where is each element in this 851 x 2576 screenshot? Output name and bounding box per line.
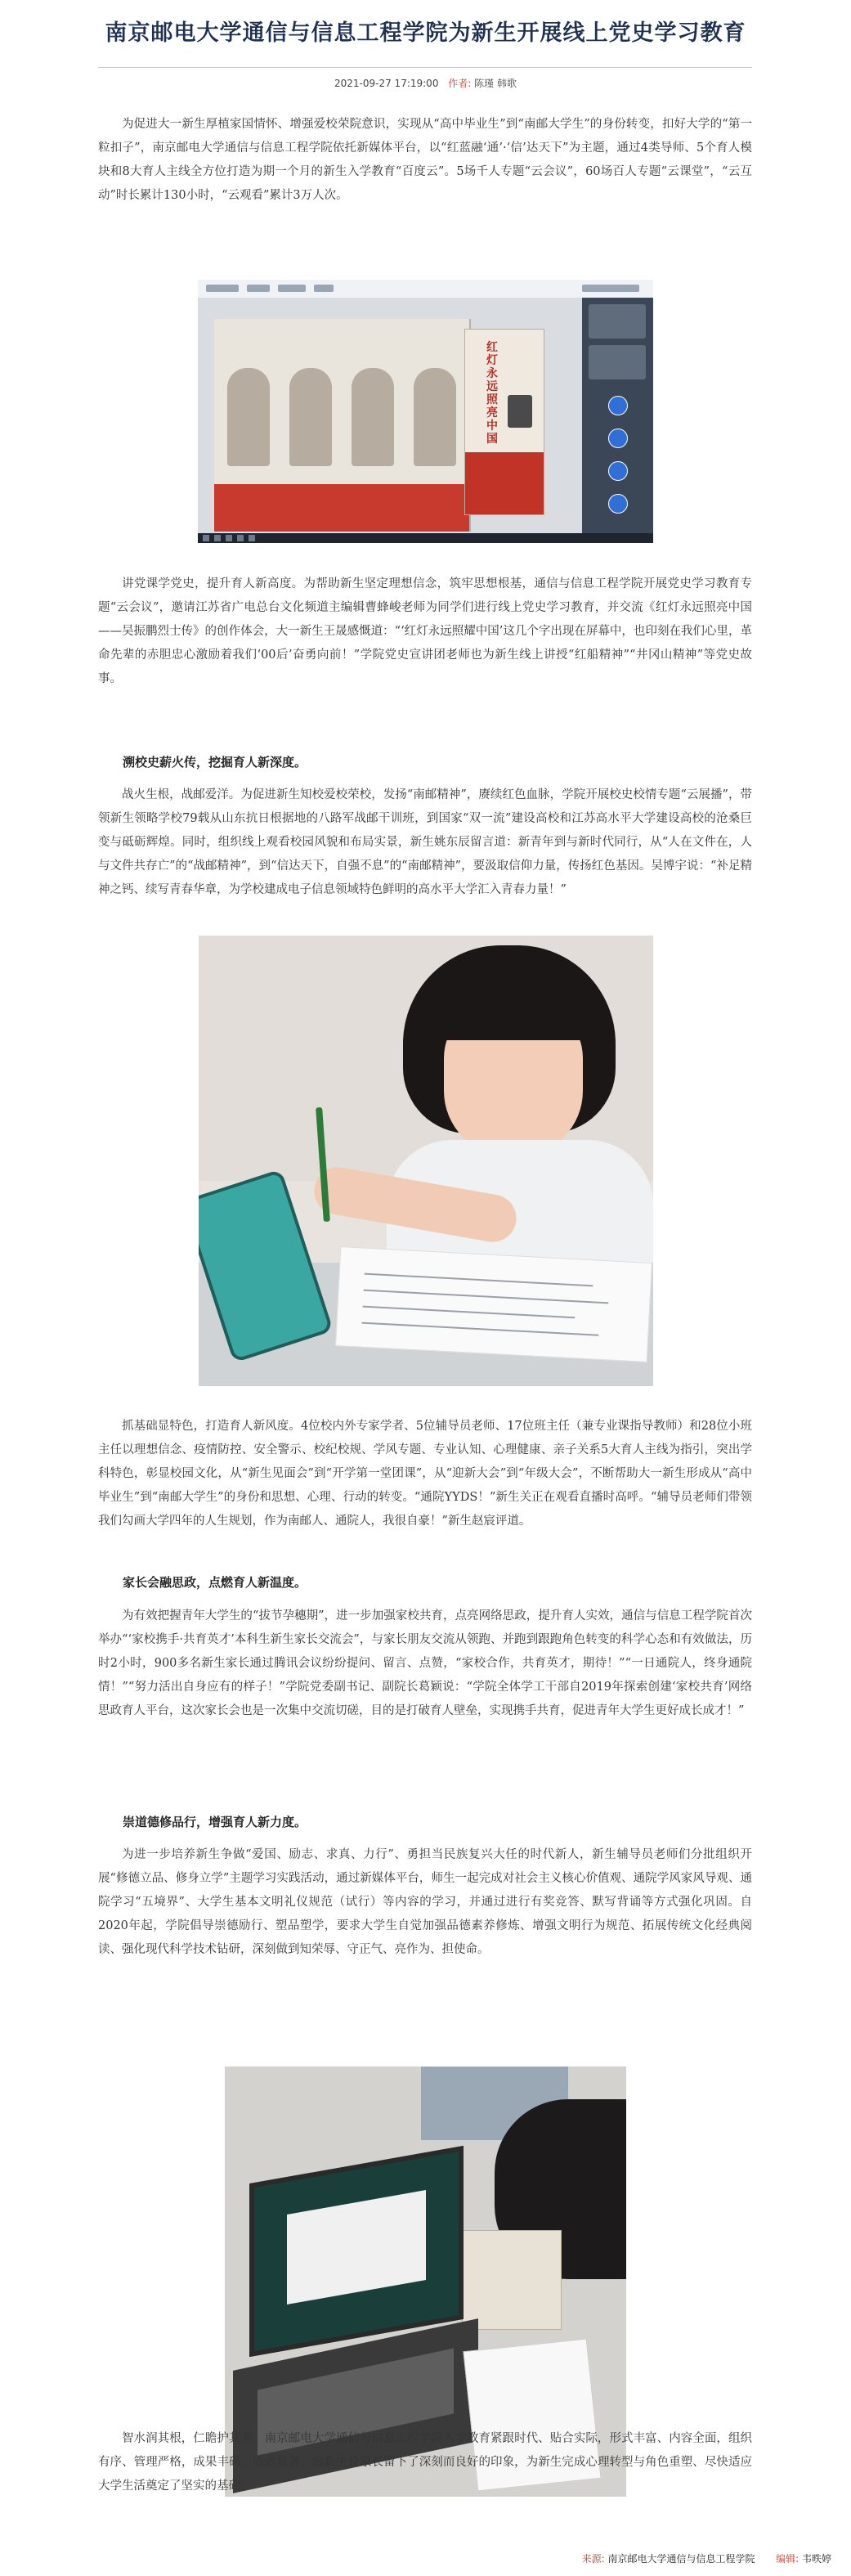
title-divider	[98, 67, 752, 68]
shared-screen-stage	[198, 298, 582, 533]
editor-name: 韦昳婷	[801, 2553, 831, 2565]
paragraph-morality: 为进一步培养新生争做“爱国、励志、求真、力行”、勇担当民族复兴大任的时代新人，新生辅导员老师们分批组织开展“修德立品、修身立学”主题学习实践活动，通过新媒体平台，师生一起完成对社会主义核心价值观、通院学风家风导观、通院学习“五境界”、大学生基本文明礼仪规范（试行）等内容的学习，并通过进行有奖竞答、默写背诵等方式强化巩固。自2020年起，学院倡导崇德励行、塑品塑学，要求大学生自觉加强品德素养修炼、增强文明行为规范、拓展传统文化经典阅读、强化现代科学技术钻研，深刻做到知荣辱、守正气、亮作为、担使命。	[98, 1848, 752, 1956]
publish-date: 2021-09-27 17:19:00	[334, 78, 439, 89]
os-taskbar	[198, 533, 653, 543]
section-heading-school-history: 溯校史薪火传，挖掘育人新深度。	[123, 755, 307, 770]
author-name: 陈瑾 韩歌	[474, 78, 517, 89]
figure-online-lecture-screenshot	[198, 280, 653, 543]
meeting-toolbar	[198, 280, 653, 298]
article-meta	[0, 76, 851, 90]
source-name: 南京邮电大学通信与信息工程学院	[607, 2553, 755, 2565]
paragraph-party-history: 讲党课学党史，提升育人新高度。为帮助新生坚定理想信念，筑牢思想根基，通信与信息工程学院开展党史学习教育专题“云会议”，邀请江苏省广电总台文化频道主编辑曹蜂峻老师为同学们进行线上党史学习教育，并交流《红灯永远照亮中国——吴振鹏烈士传》的创作体会，大一新生王晟感慨道：“‘红灯永远照耀中国’这几个字出现在屏幕中，也印刻在我们心里，革命先辈的赤胆忠心激励着我们‘00后’奋勇向前！”学院党史宣讲团老师也为新生线上讲授“红船精神”“井冈山精神”等党史故事。	[98, 577, 752, 685]
author-label: 作者:	[448, 78, 472, 89]
article-title: 南京邮电大学通信与信息工程学院为新生开展线上党史学习教育	[105, 20, 746, 46]
section-heading-morality: 崇道德修品行，增强育人新力度。	[123, 1815, 307, 1829]
paragraph-foundation: 抓基础显特色，打造育人新风度。4位校内外专家学者、5位辅导员老师、17位班主任（兼专业课指导教师）和28位小班主任以理想信念、疫情防控、安全警示、校纪校规、学风专题、专业认知、心理健康、亲子关系5大育人主线为指引，突出学科特色，彰显校园文化，从“新生见面会”到“开学第一堂团课”，从“迎新大会”到“年级大会”，不断帮助大一新生形成从“高中毕业生”到“南邮大学生”的身份和思想、心理、行动的转变。“通院YYDS！”新生关正在观看直播时高呼。“辅导员老师们带领我们勾画大学四年的人生规划，作为南邮人、通院人，我很自豪！”新生赵宸评道。	[98, 1420, 752, 1528]
editor-label: 编辑:	[776, 2553, 799, 2565]
figure-student-studying-phone	[199, 936, 653, 1386]
section-heading-parents-meeting: 家长会融思政，点燃育人新温度。	[123, 1575, 307, 1590]
article-footer	[582, 2551, 831, 2565]
paragraph-conclusion: 智水润其根，仁瞻护其芳。南京邮电大学通信与信息工程学院入学教育紧跟时代、贴合实际，形式丰富、内容全面，组织有序、管理严格，成果丰硕、成效显著，给新生及家长留下了深刻而良好的印象，为新生完成心理转型与角色重塑、尽快适应大学生活奠定了坚实的基础。	[98, 2432, 752, 2493]
source-label: 来源:	[581, 2553, 605, 2565]
paragraph-school-history: 战火生根，战邮爱洋。为促进新生知校爱校荣校，发扬“南邮精神”，赓续红色血脉，学院开展校史校情专题“云展播”，带领新生领略学校79载从山东抗日根据地的八路军战邮干训班，到国家“双一流”建设高校和江苏高水平大学建设高校的沧桑巨变与砥砺辉煌。同时，组织线上观看校园风貌和布局实景，新生姚东辰留言道：新青年到与新时代同行，从“人在文件在，人与文件共存亡”的“战邮精神”，到“信达天下，自强不息”的“南邮精神”，要汲取信仰力量，传扬红色基因。吴博宇说：“补足精神之钙、续写青春华章，为学校建成电子信息领域特色鲜明的高水平大学汇入青春力量！”	[98, 788, 752, 896]
book-cover	[464, 329, 544, 515]
paragraph-intro: 为促进大一新生厚植家国情怀、增强爱校荣院意识，实现从“高中毕业生”到“南邮大学生”的身份转变，扣好大学的“第一粒扣子”，南京邮电大学通信与信息工程学院依托新媒体平台，以“红蓝融‘通’·‘信’达天下”为主题，通过4类导师、5个育人模块和8大育人主线全方位打造为期一个月的新生入学教育“百度云”。5场千人专题“云会议”，60场百人专题“云课堂”，“云互动”时长累计130小时，“云观看”累计3万人次。	[98, 118, 752, 202]
participant-panel	[582, 298, 653, 533]
book-title: 红灯永远照亮中国	[486, 341, 498, 446]
paragraph-parents-meeting: 为有效把握青年大学生的“拔节孕穗期”，进一步加强家校共育，点亮网络思政，提升育人实效，通信与信息工程学院首次举办“‘家校携手·共育英才’本科生新生家长交流会”，与家长朋友交流从领跑、并跑到跟跑角色转变的科学心态和有效做法，历时2小时，900多名新生家长通过腾讯会议纷纷提问、留言、点赞，“家校合作，共育英才，期待！”“一日通院人，终身通院情！”“努力活出自身应有的样子！”学院党委副书记、副院长葛颖说：“学院全体学工干部自2019年探索创建‘家校共育’网络思政育人平台，这次家长会也是一次集中交流切磋，目的是打破育人壁垒，实现携手共育，促进青年大学生更好成长成才！”	[98, 1609, 752, 1717]
